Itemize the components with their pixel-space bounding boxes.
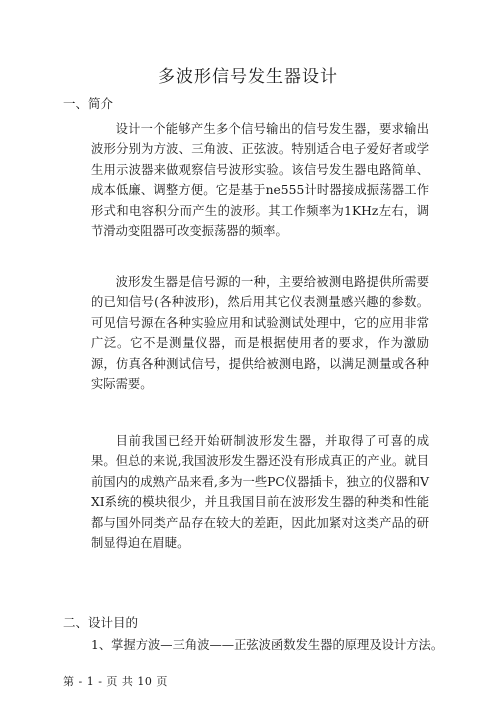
intro-paragraph-3: 目前我国已经开始研制波形发生器，并取得了可喜的成果。但总的来说,我国波形发生器还没有形成真正的产业。就目前国内的成熟产品来看,多为一些PC仪器插卡，独立的仪器和VXI系统的模块很少，并且我国目前在波形发生器的种类和性能都与国外同类产品存在较大的差距，因此加紧对这类产品的研制显得迫在眉睫。 [91,434,429,551]
intro-paragraph-1: 设计一个能够产生多个信号输出的信号发生器，要求输出波形分别为方波、三角波、正弦波。特别适合电子爱好者或学生用示波器来做观察信号波形实验。该信号发生器电路简单、成本低廉、调整方便。它是基于ne555计时器接成振荡器工作形式和电容积分而产生的波形。其工作频率为1KHz左右，调节滑动变阻器可改变振荡器的频率。 [91,122,429,239]
section-heading-purpose: 二、设计目的 [63,615,139,630]
page-footer: 第 - 1 - 页 共 10 页 [63,675,168,688]
intro-paragraph-2: 波形发生器是信号源的一种，主要给被测电路提供所需要的已知信号(各种波形)，然后用其它仪表测量感兴趣的参数。可见信号源在各种实验应用和试验测试处理中，它的应用非常广泛。它不是测量仪器，而是根据使用者的要求，作为激励源，仿真各种测试信号，提供给被测电路，以满足测量或各种实际需要。 [91,275,429,392]
document-title: 多波形信号发生器设计 [158,67,338,87]
purpose-item-1: 1、掌握方波—三角波——正弦波函数发生器的原理及设计方法。 [91,638,444,652]
section-heading-intro: 一、简介 [63,96,114,111]
